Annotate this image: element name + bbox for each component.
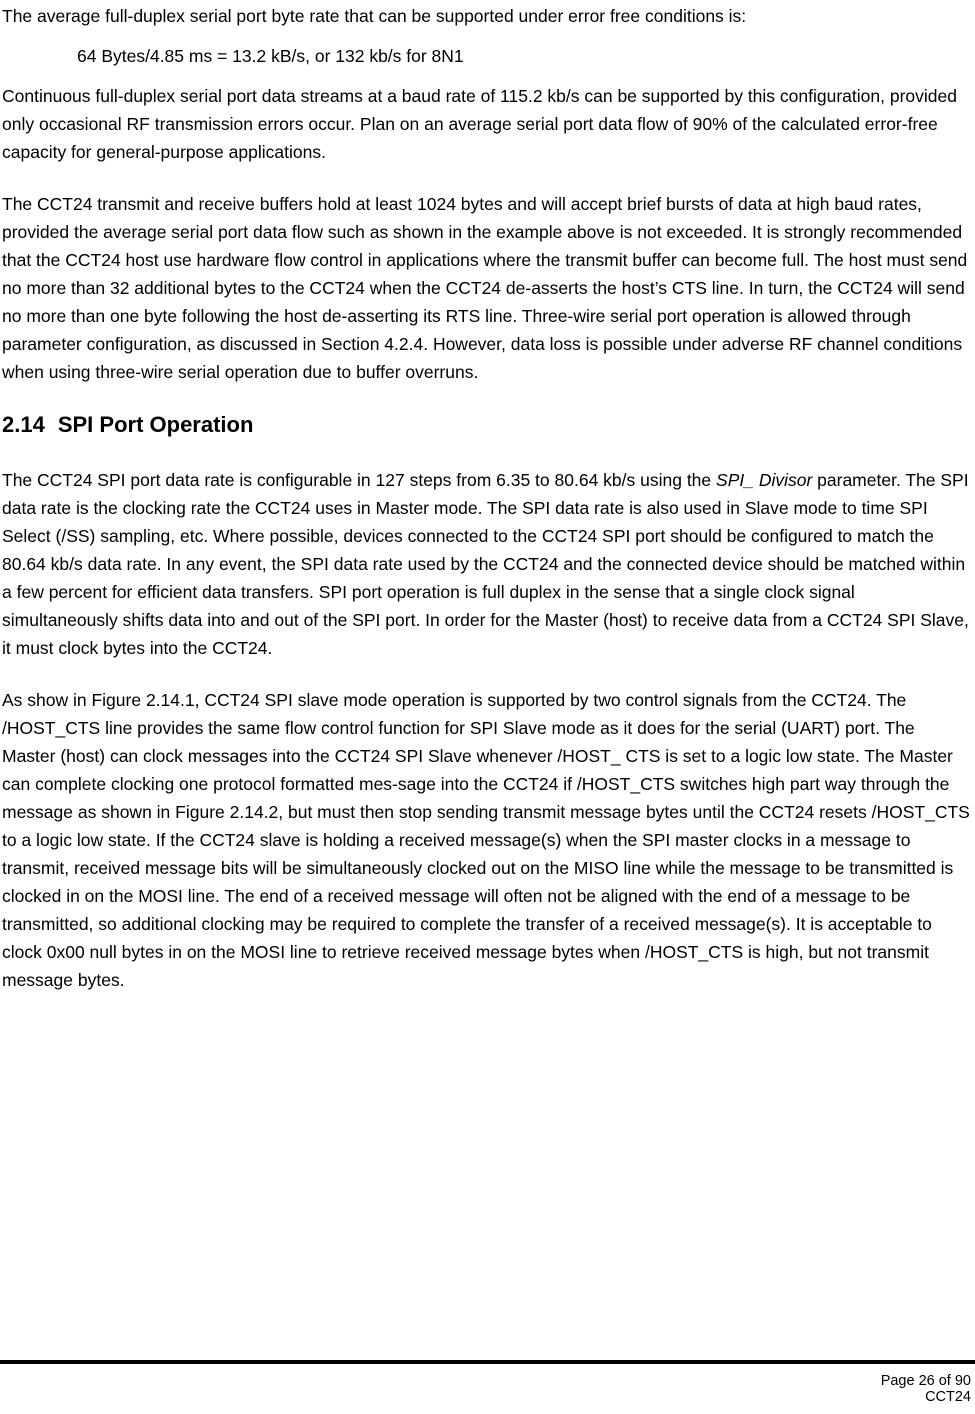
spi-paragraph-text-before: The CCT24 SPI port data rate is configurable in 127 steps from 6.35 to 80.64 kb/s using the	[2, 470, 717, 490]
paragraph-continuous-stream: Continuous full-duplex serial port data streams at a baud rate of 115.2 kb/s can be supported by this configuration, provided only occasional RF transmission errors occur. Plan on an average serial port data flow of 90% of the calculated error-free capacity for general-purpose applications.	[2, 86, 957, 162]
section-heading-2-14	[2, 410, 972, 440]
footer-rule	[0, 1360, 975, 1364]
paragraph-spi-slave-mode: As show in Figure 2.14.1, CCT24 SPI slave mode operation is supported by two control signals from the CCT24. The /HOST_CTS line provides the same flow control function for SPI Slave mode as it does for the serial (UART) port. The Master (host) can clock messages into the CCT24 SPI Slave whenever /HOST_ CTS is set to a logic low state. The Master can complete clocking one protocol formatted mes-sage into the CCT24 if /HOST_CTS switches high part way through the message as shown in Figure 2.14.2, but must then stop sending transmit message bytes until the CCT24 resets /HOST_CTS to a logic low state. If the CCT24 slave is holding a received message(s) when the SPI master clocks in a message to transmit, received message bits will be simultaneously clocked out on the MISO line while the message to be transmitted is clocked in on the MOSI line. The end of a received message will often not be aligned with the end of a message to be transmitted, so additional clocking may be required to complete the transfer of a received message(s). It is acceptable to clock 0x00 null bytes in on the MOSI line to retrieve received message bytes when /HOST_CTS is high, but not transmit message bytes.	[2, 690, 970, 990]
spi-divisor-italic: SPI_ Divisor	[716, 470, 813, 490]
heading-number: 2.14	[2, 412, 45, 437]
footer	[881, 1374, 971, 1405]
paragraph-buffers-flow-control: The CCT24 transmit and receive buffers hold at least 1024 bytes and will accept brief bursts of data at high baud rates, provided the average serial port data flow such as shown in the example above is not exceeded. It is strongly recommended that the CCT24 host use hardware flow control in applications where the transmit buffer can become full. The host must send no more than 32 additional bytes to the CCT24 when the CCT24 de-asserts the host’s CTS line. In turn, the CCT24 will send no more than one byte following the host de-asserting its RTS line. Three-wire serial port operation is allowed through parameter configuration, as discussed in Section 4.2.4. However, data loss is possible under adverse RF channel conditions when using three-wire serial operation due to buffer overruns.	[2, 194, 968, 382]
paragraph-spi-data-rate	[2, 466, 972, 662]
spi-paragraph-text-after: parameter. The SPI data rate is the clocking rate the CCT24 uses in Master mode. The SPI data rate is also used in Slave mode to time SPI Select (/SS) sampling, etc. Where possible, devices connected to the CCT24 SPI port should be configured to match the 80.64 kb/s data rate. In any event, the SPI data rate used by the CCT24 and the connected device should be matched within a few percent for efficient data transfers. SPI port operation is full duplex in the sense that a single clock signal simultaneously shifts data into and out of the SPI port. In order for the Master (host) to receive data from a CCT24 SPI Slave, it must clock bytes into the CCT24.	[2, 470, 969, 658]
footer-doc-name: CCT24	[925, 1388, 971, 1405]
footer-page-number: Page 26 of 90	[880, 1373, 971, 1389]
heading-title: SPI Port Operation	[57, 412, 254, 437]
intro-paragraph-byte-rate: The average full-duplex serial port byte rate that can be supported under error free conditions is:	[2, 6, 747, 26]
byte-rate-formula: 64 Bytes/4.85 ms = 13.2 kB/s, or 132 kb/s for 8N1	[77, 46, 464, 66]
